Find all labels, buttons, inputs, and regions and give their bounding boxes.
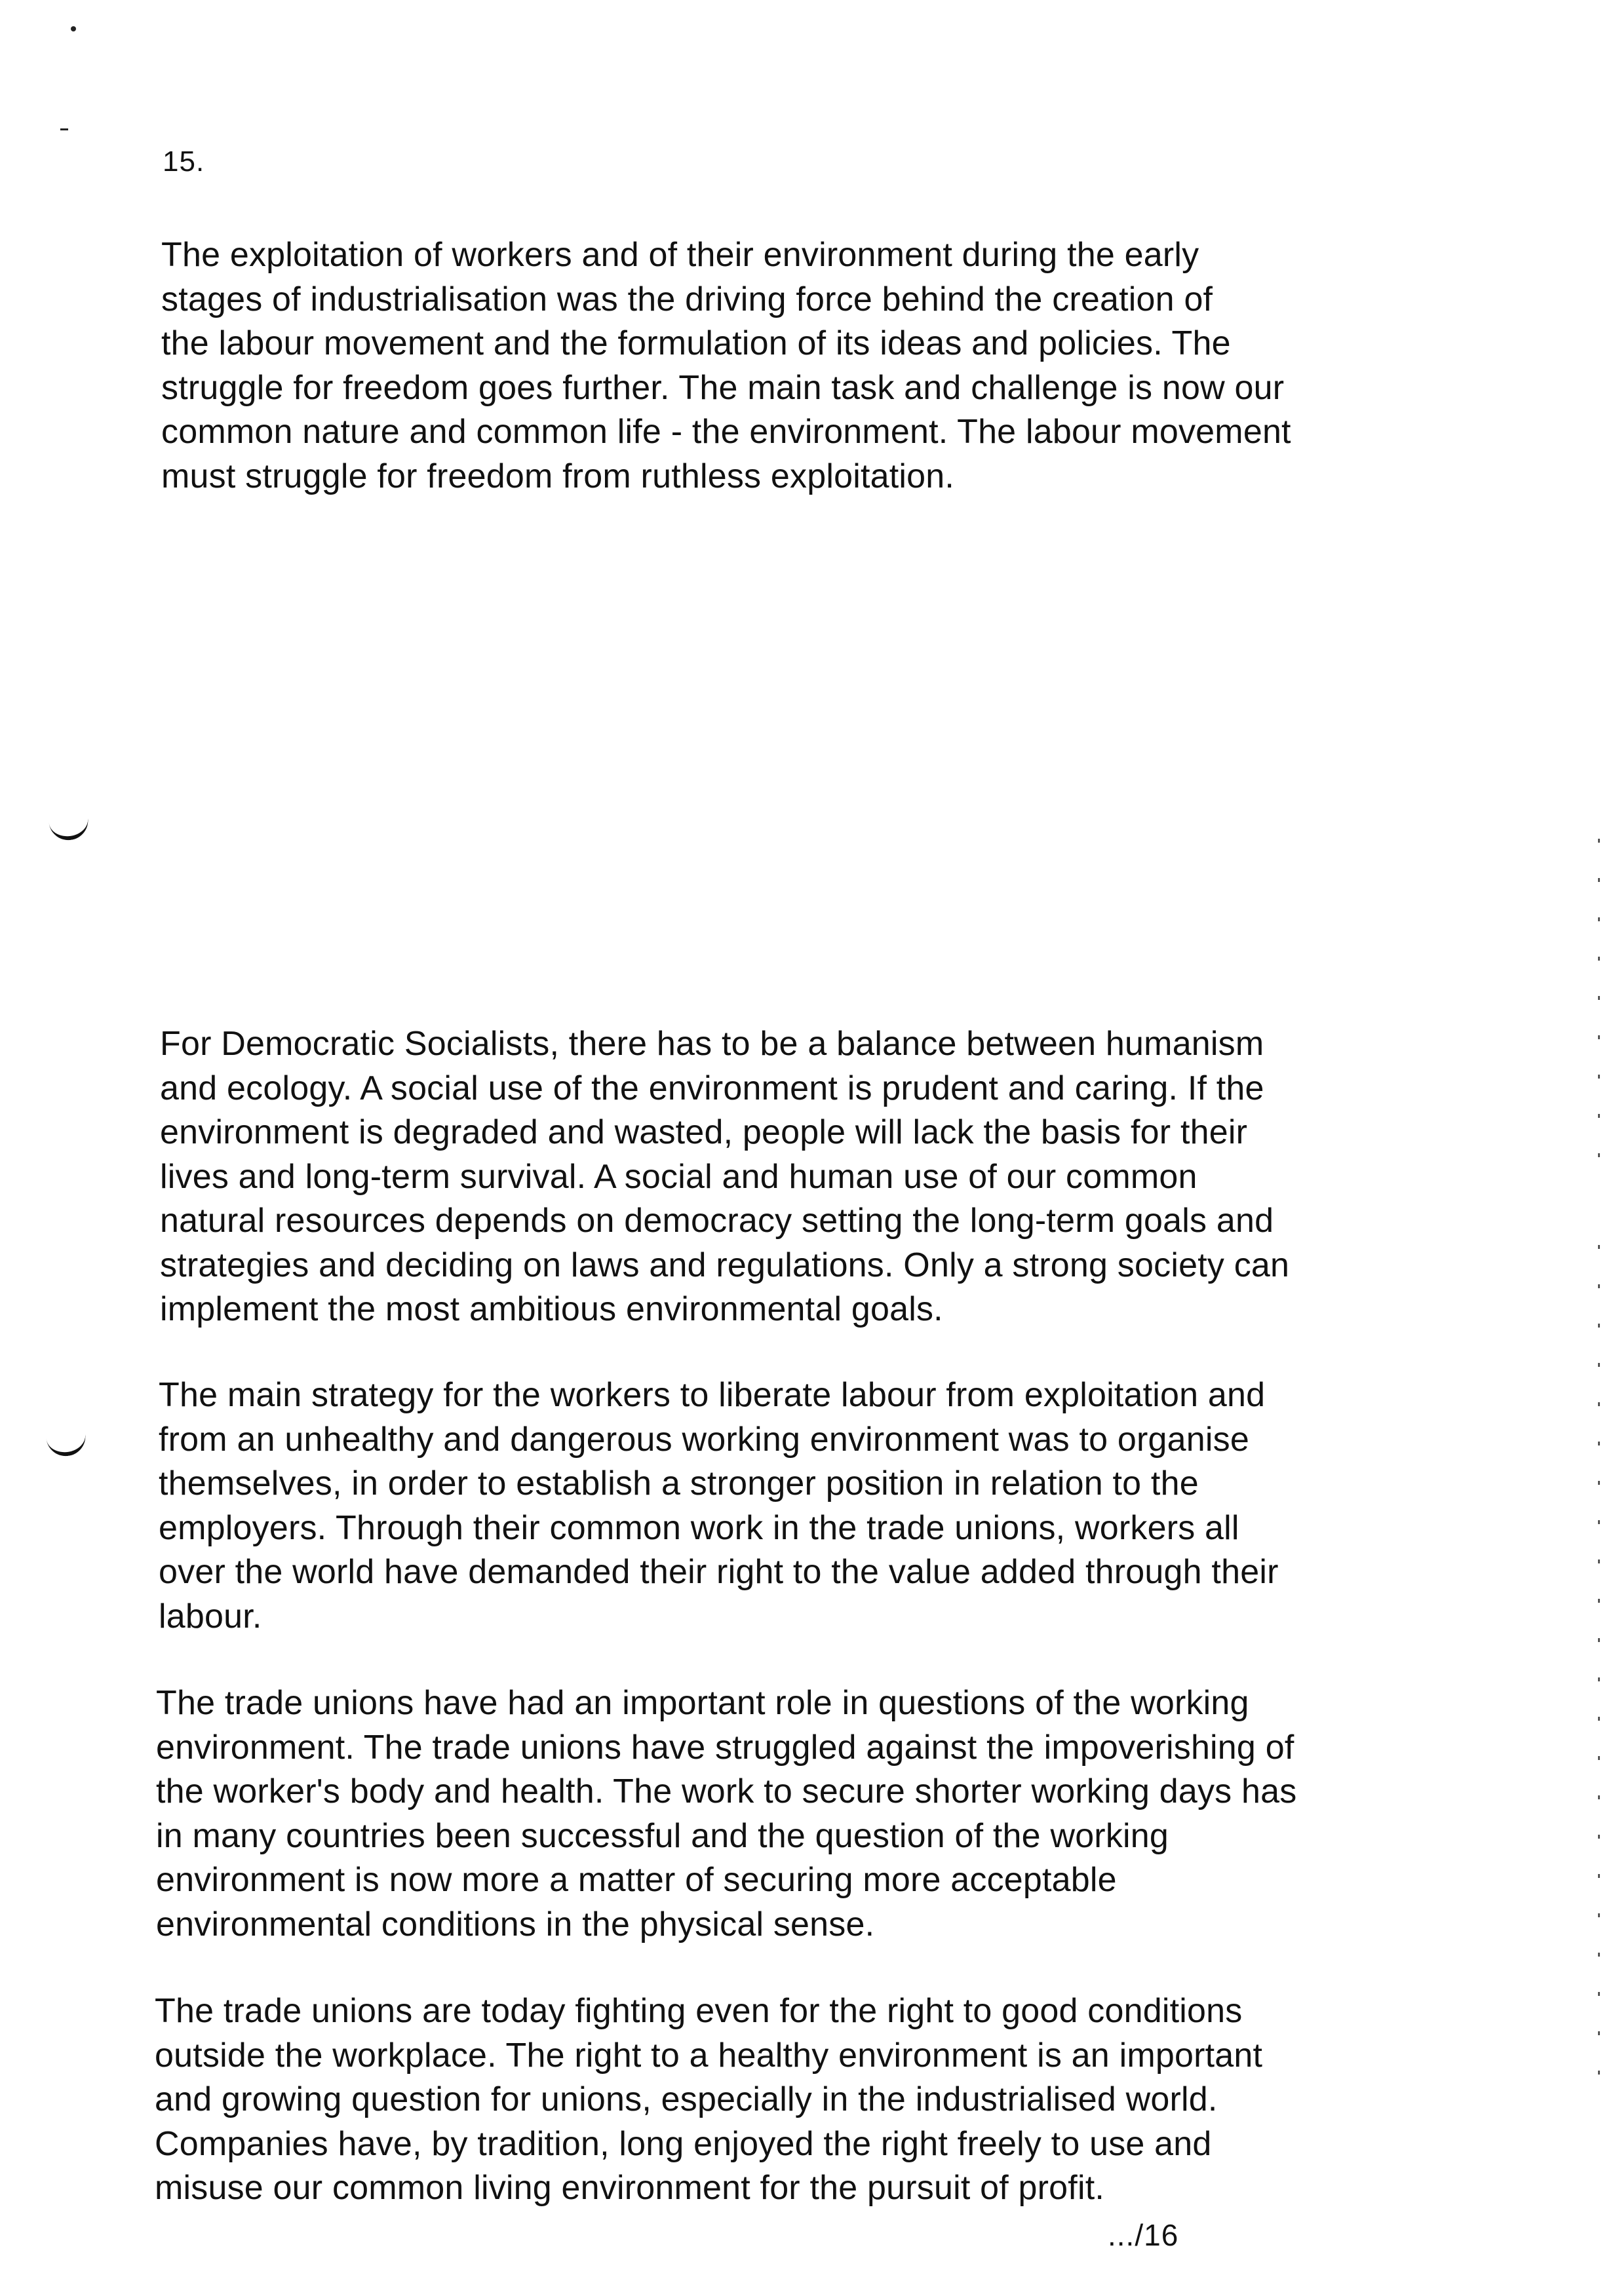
paragraph: For Democratic Socialists, there has to be a balance between humanism and ecology. A social use of the environment is prudent and caring. If the environment is degraded and wasted, people will lack the basis for their lives and long-term survival. A social and human use of our common natural resources depends on democracy setting the long-term goals and strategies and deciding on laws and regulations. Only a strong society can implement the most ambitious environmental goals.	[160, 1025, 1290, 1328]
page-number: 15.	[163, 145, 205, 178]
binding-hole-mark	[49, 814, 90, 843]
paragraph: The trade unions are today fighting even for the right to good conditions outside the workplace. The right to a healthy environment is an important and growing question for unions, especially in the industrialised world. Companies have, by tradition, long enjoyed the right freely to use and misuse our common living environment for the pursuit of profit.	[155, 1992, 1263, 2207]
scan-speck	[71, 26, 76, 31]
scan-edge-artifact	[1598, 1245, 1600, 2097]
scan-edge-artifact	[1598, 839, 1600, 1166]
paragraph: The exploitation of workers and of their environment during the early stages of industrialisation was the driving force behind the creation of the labour movement and the formulation of its ideas and policies. The struggle for freedom goes further. The main task and challenge is now our common nature and common life - the environment. The labour movement must struggle for freedom from ruthless exploitation.	[161, 236, 1291, 495]
continuation-marker: .../16	[1108, 2218, 1179, 2252]
paragraph: The trade unions have had an important role in questions of the working environment. The trade unions have struggled against the impoverishing of the worker's body and health. The work to secure shorter working days has in many countries been successful and the question of the working environment is now more a matter of securing more acceptable environmental conditions in the physical sense.	[156, 1684, 1297, 1943]
paragraph: The main strategy for the workers to liberate labour from exploitation and from an unhealthy and dangerous working environment was to organise themselves, in order to establish a stronger position in relation to the employers. Through their common work in the trade unions, workers all over the world have demanded their right to the value added through their labour.	[159, 1376, 1279, 1636]
binding-hole-mark	[46, 1430, 88, 1459]
scan-speck	[60, 128, 68, 130]
